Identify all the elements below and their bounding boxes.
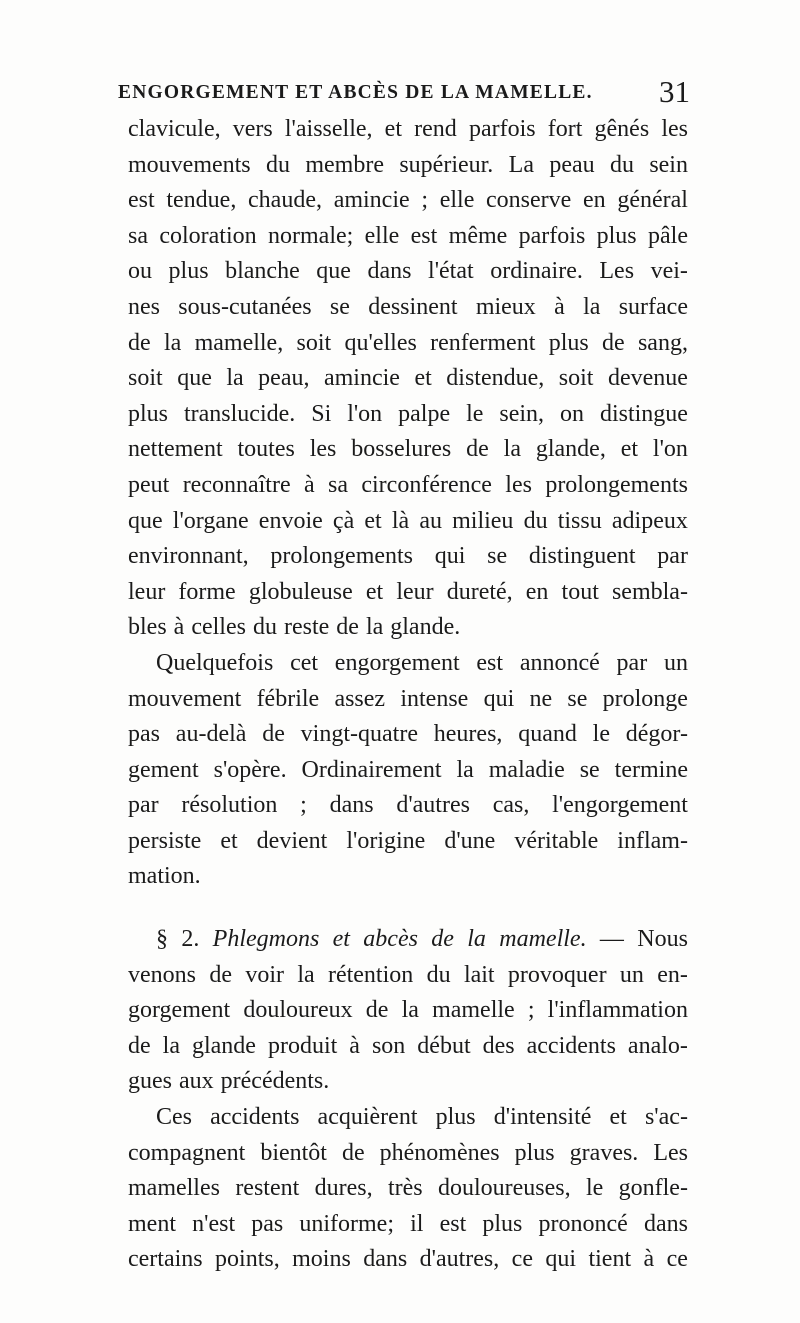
word: dégor- xyxy=(625,721,688,748)
word: sa xyxy=(128,222,148,249)
word: celles xyxy=(191,614,246,641)
word: à xyxy=(349,1032,360,1059)
word: gênés xyxy=(594,116,650,142)
word: et xyxy=(365,578,384,605)
word: du xyxy=(609,151,634,178)
text-line xyxy=(128,361,688,397)
word: restent xyxy=(235,1175,300,1202)
word: acquièrent xyxy=(317,1104,418,1131)
word: — xyxy=(599,926,624,953)
word: que xyxy=(316,258,351,285)
word: de xyxy=(128,329,151,356)
word: La xyxy=(508,151,534,178)
text-line xyxy=(128,993,688,1029)
word: vingt-quatre xyxy=(300,721,418,748)
word: glande, xyxy=(535,436,606,463)
word: assez xyxy=(334,685,386,712)
word: distingue xyxy=(599,400,688,427)
word: Phlegmons xyxy=(212,926,320,953)
word: dures, xyxy=(314,1175,373,1202)
word: l'inflammation xyxy=(547,997,688,1024)
word: qui xyxy=(483,685,515,712)
word: vei- xyxy=(650,258,688,285)
running-head xyxy=(118,76,690,110)
word: pâle xyxy=(648,222,688,249)
word: blanche xyxy=(225,258,300,285)
word: translucide. xyxy=(183,400,296,427)
word: intense xyxy=(400,685,469,712)
text-line xyxy=(128,326,688,362)
word: s'opère. xyxy=(213,756,287,783)
text-line xyxy=(128,1100,688,1136)
word: est xyxy=(476,649,504,676)
word: prononcé xyxy=(538,1210,628,1237)
word: peut xyxy=(128,471,170,498)
word: de xyxy=(602,329,625,356)
word: amincie xyxy=(323,365,400,392)
word: prolongements xyxy=(270,543,414,570)
word: analo- xyxy=(627,1032,688,1059)
word: phénomènes xyxy=(379,1139,500,1166)
word: provoquer xyxy=(507,961,607,988)
word: et xyxy=(414,365,432,392)
word: devenue xyxy=(607,365,688,392)
word: soit xyxy=(558,365,594,392)
text-line xyxy=(128,859,688,895)
word: Les xyxy=(653,1139,688,1166)
word: on xyxy=(559,400,584,427)
word: points, xyxy=(215,1246,280,1273)
word: d'autres, xyxy=(419,1246,500,1273)
word: l'organe xyxy=(172,507,249,534)
word: Nous xyxy=(637,926,688,953)
word: que xyxy=(128,507,163,534)
word: dans xyxy=(367,258,412,285)
word: distendue, xyxy=(446,365,545,392)
text-line xyxy=(128,1207,688,1243)
word: mamelle xyxy=(432,997,515,1024)
word: clavicule, xyxy=(128,116,221,142)
word: se xyxy=(579,756,600,783)
word: cet xyxy=(290,649,319,676)
word: là xyxy=(391,507,410,534)
word: ; xyxy=(527,997,535,1024)
word: de xyxy=(209,961,232,988)
word: et xyxy=(620,436,639,463)
word: la xyxy=(583,293,601,320)
word: sembla- xyxy=(611,578,688,605)
word: amincie xyxy=(333,187,410,214)
word: la xyxy=(467,926,486,953)
word: les xyxy=(309,436,337,463)
word: qui xyxy=(434,543,466,570)
text-line xyxy=(128,468,688,504)
word: résolution xyxy=(181,792,278,819)
word: un xyxy=(619,961,644,988)
word: Ces xyxy=(156,1104,192,1131)
word: rend xyxy=(414,116,457,142)
text-line xyxy=(128,646,688,682)
word: très xyxy=(387,1175,423,1202)
text-line xyxy=(128,1171,688,1207)
word: du xyxy=(426,961,451,988)
word: de xyxy=(365,997,389,1024)
text-line xyxy=(128,290,688,326)
word: reste xyxy=(283,614,330,641)
word: coloration xyxy=(159,222,257,249)
word: à xyxy=(554,293,565,320)
word: soit xyxy=(128,365,163,392)
word: nettement xyxy=(128,436,223,463)
word: nes xyxy=(128,293,160,320)
word: peau, xyxy=(258,365,310,392)
word: heures, xyxy=(433,721,503,748)
word: compagnent xyxy=(128,1139,246,1166)
word: milieu xyxy=(452,507,514,534)
word: dans xyxy=(643,1210,688,1237)
word: bles xyxy=(128,614,167,641)
text-line xyxy=(128,397,688,433)
word: les xyxy=(505,471,532,498)
word: de xyxy=(128,1032,151,1059)
word: prolongements xyxy=(545,471,688,498)
word: il xyxy=(410,1210,424,1237)
word: fort xyxy=(547,116,583,142)
word: 2. xyxy=(181,926,200,953)
word: tout xyxy=(561,578,599,605)
word: par xyxy=(616,649,648,676)
word: dureté, xyxy=(446,578,513,605)
text-line xyxy=(128,1064,688,1100)
word: reconnaître xyxy=(182,471,291,498)
word: début xyxy=(417,1032,471,1059)
word: ordinaire. xyxy=(490,258,583,285)
word: circonférence xyxy=(361,471,492,498)
body-text xyxy=(128,112,688,1278)
text-line xyxy=(128,922,688,958)
word: par xyxy=(657,543,688,570)
text-line xyxy=(128,958,688,994)
word: fébrile xyxy=(256,685,320,712)
word: gement xyxy=(128,756,199,783)
text-line xyxy=(128,575,688,611)
word: tient xyxy=(588,1246,632,1273)
word: tendue, xyxy=(166,187,237,214)
word: dans xyxy=(329,792,374,819)
word: plus xyxy=(482,1210,523,1237)
word: et xyxy=(364,507,382,534)
word: du xyxy=(523,507,548,534)
word: la xyxy=(365,614,384,641)
word: d'une xyxy=(444,827,496,854)
word: est xyxy=(410,222,438,249)
word: l'origine xyxy=(346,827,426,854)
text-line xyxy=(128,610,688,646)
word: glande. xyxy=(390,614,461,641)
word: envoie xyxy=(258,507,323,534)
word: mouvement xyxy=(128,685,242,712)
word: gonfle- xyxy=(618,1175,688,1202)
word: les xyxy=(661,116,688,142)
word: général xyxy=(617,187,688,214)
word: plus xyxy=(514,1139,555,1166)
word: ; xyxy=(300,792,307,819)
text-line xyxy=(128,254,688,290)
word: peau xyxy=(549,151,595,178)
running-title: ENGORGEMENT ET ABCÈS DE LA MAMELLE. xyxy=(118,82,593,103)
word: dans xyxy=(363,1246,408,1273)
word: leur xyxy=(396,578,434,605)
word: surface xyxy=(618,293,688,320)
word: à xyxy=(303,471,315,498)
word: de xyxy=(336,614,359,641)
word: la xyxy=(163,329,182,356)
word: accidents xyxy=(526,1032,616,1059)
word: plus xyxy=(168,258,209,285)
word: aux xyxy=(179,1068,214,1095)
word: globuleuse xyxy=(248,578,353,605)
word: la xyxy=(503,436,521,463)
word: çà xyxy=(332,507,355,534)
word: et xyxy=(220,827,238,854)
word: plus xyxy=(548,329,589,356)
word: se xyxy=(487,543,508,570)
word: distinguent xyxy=(528,543,636,570)
word: d'autres xyxy=(396,792,470,819)
word: Si xyxy=(311,400,332,427)
word: certains xyxy=(128,1246,203,1273)
word: du xyxy=(252,614,277,641)
word: que xyxy=(177,365,212,392)
word: l'engorgement xyxy=(552,792,688,819)
word: sa xyxy=(328,471,348,498)
text-line xyxy=(128,824,688,860)
text-line xyxy=(128,1242,688,1278)
word: normale; xyxy=(268,222,354,249)
word: leur xyxy=(128,578,166,605)
word: environnant, xyxy=(128,543,249,570)
word: mamelle. xyxy=(499,926,587,953)
word: la xyxy=(456,756,474,783)
text-line xyxy=(128,219,688,255)
word: gorgement xyxy=(128,997,231,1024)
word: engorgement xyxy=(334,649,460,676)
word: annoncé xyxy=(519,649,600,676)
text-line xyxy=(128,1029,688,1065)
word: douloureuses, xyxy=(437,1175,571,1202)
word: voir xyxy=(245,961,284,988)
word: ne xyxy=(529,685,553,712)
word: elle xyxy=(439,187,475,214)
word: parfois xyxy=(518,222,586,249)
word: supérieur. xyxy=(399,151,494,178)
word: son xyxy=(371,1032,406,1059)
word: devient xyxy=(256,827,328,854)
word: un xyxy=(663,649,688,676)
word: à xyxy=(643,1246,655,1273)
word: la xyxy=(401,997,419,1024)
word: Quelquefois xyxy=(156,649,274,676)
text-line xyxy=(128,112,688,148)
word: ment xyxy=(128,1210,176,1237)
word: la xyxy=(297,961,315,988)
word: l'on xyxy=(652,436,688,463)
word: plus xyxy=(596,222,637,249)
word: palpe xyxy=(398,400,451,427)
text-line xyxy=(128,148,688,184)
word: soit xyxy=(296,329,332,356)
word: et xyxy=(384,116,402,142)
word: de xyxy=(431,926,454,953)
word: abcès xyxy=(363,926,418,953)
word: graves. xyxy=(569,1139,639,1166)
word: la xyxy=(162,1032,180,1059)
word: à xyxy=(173,614,185,641)
word: par xyxy=(128,792,159,819)
word: du xyxy=(266,151,290,178)
word: ce xyxy=(666,1246,688,1273)
word: le xyxy=(466,400,484,427)
word: maladie xyxy=(488,756,565,783)
word: et xyxy=(332,926,350,953)
word: membre xyxy=(305,151,384,178)
word: bosselures xyxy=(351,436,452,463)
text-line xyxy=(128,539,688,575)
word: forme xyxy=(178,578,236,605)
word: en xyxy=(583,187,606,214)
word: mation. xyxy=(128,863,201,890)
word: inflam- xyxy=(617,827,688,854)
word: l'aisselle, xyxy=(284,116,373,142)
word: ce xyxy=(511,1246,533,1273)
word: des xyxy=(482,1032,515,1059)
word: elle xyxy=(364,222,400,249)
word: douloureux xyxy=(243,997,353,1024)
word: sein, xyxy=(499,400,545,427)
word: de xyxy=(466,436,489,463)
word: toutes xyxy=(237,436,295,463)
word: chaude, xyxy=(248,187,322,214)
word: précédents. xyxy=(220,1068,330,1095)
text-line xyxy=(128,788,688,824)
word: venons xyxy=(128,961,196,988)
word: et xyxy=(609,1104,627,1131)
word: uniforme; xyxy=(299,1210,394,1237)
word: conserve xyxy=(486,187,572,214)
word: qu'elles xyxy=(344,329,417,356)
word: prolonge xyxy=(602,685,688,712)
word: le xyxy=(585,1175,604,1202)
word: glande xyxy=(191,1032,256,1059)
word: l'état xyxy=(428,258,474,285)
word: pas xyxy=(251,1210,284,1237)
word: accidents xyxy=(210,1104,300,1131)
word: même xyxy=(448,222,508,249)
word: de xyxy=(262,721,285,748)
word: plus xyxy=(128,400,169,427)
word: parfois xyxy=(468,116,536,142)
word: mamelles xyxy=(128,1175,220,1202)
word: gues xyxy=(128,1068,172,1095)
word: n'est xyxy=(192,1210,236,1237)
word: ; xyxy=(421,187,429,214)
word: tissu xyxy=(557,507,602,534)
word: renferment xyxy=(430,329,536,356)
word: mouvements xyxy=(128,151,251,178)
word: est xyxy=(128,187,155,214)
word: le xyxy=(592,721,610,748)
text-line xyxy=(128,183,688,219)
word: la xyxy=(226,365,244,392)
word: § xyxy=(156,926,168,953)
word: cas, xyxy=(492,792,530,819)
word: dessinent xyxy=(368,293,458,320)
page-number: 31 xyxy=(659,74,690,109)
word: qui xyxy=(545,1246,577,1273)
word: ou xyxy=(128,258,152,285)
word: se xyxy=(567,685,588,712)
text-line xyxy=(128,504,688,540)
word: s'ac- xyxy=(644,1104,688,1131)
word: lait xyxy=(463,961,495,988)
text-line xyxy=(128,432,688,468)
word: véritable xyxy=(514,827,599,854)
word: d'intensité xyxy=(493,1104,592,1131)
word: persiste xyxy=(128,827,202,854)
word: adipeux xyxy=(611,507,688,534)
word: rétention xyxy=(327,961,414,988)
word: pas xyxy=(128,721,160,748)
word: moins xyxy=(292,1246,351,1273)
word: de xyxy=(341,1139,365,1166)
word: sous-cutanées xyxy=(178,293,312,320)
word: en xyxy=(525,578,549,605)
word: Les xyxy=(599,258,635,285)
word: vers xyxy=(232,116,273,142)
word: mieux xyxy=(475,293,536,320)
word: sein xyxy=(649,151,688,178)
word: mamelle, xyxy=(194,329,284,356)
text-line xyxy=(128,682,688,718)
word: Ordinairement xyxy=(301,756,442,783)
word: plus xyxy=(435,1104,476,1131)
word: en- xyxy=(657,961,688,988)
word: sang, xyxy=(637,329,688,356)
word: au xyxy=(419,507,442,534)
word: se xyxy=(329,293,350,320)
word: bientôt xyxy=(260,1139,327,1166)
word: est xyxy=(439,1210,467,1237)
text-line xyxy=(128,753,688,789)
text-line xyxy=(128,1136,688,1172)
word: l'on xyxy=(347,400,383,427)
word: produit xyxy=(267,1032,338,1059)
word: quand xyxy=(518,721,577,748)
word: au-delà xyxy=(175,721,247,748)
text-line xyxy=(128,717,688,753)
word: termine xyxy=(614,756,688,783)
